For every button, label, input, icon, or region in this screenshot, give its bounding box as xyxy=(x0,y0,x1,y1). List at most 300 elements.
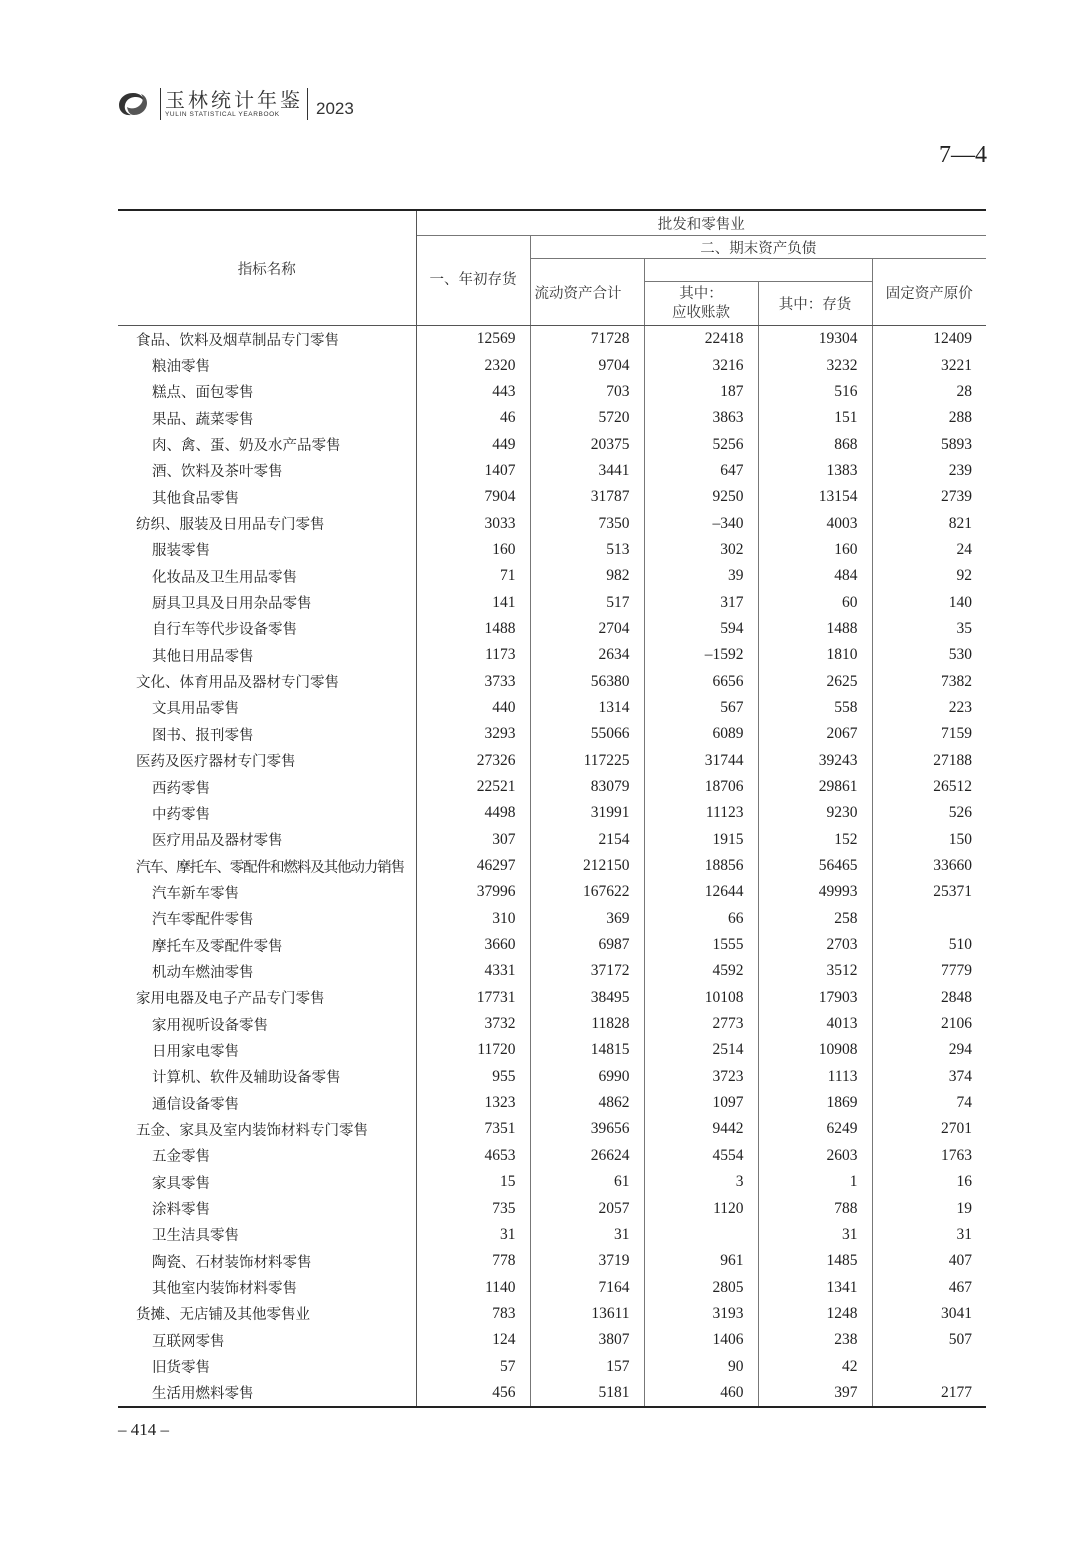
cell-value: 1488 xyxy=(416,616,530,642)
cell-value: 6656 xyxy=(644,668,758,694)
table-row xyxy=(118,827,986,853)
cell-value: 456 xyxy=(416,1380,530,1407)
col-header-name: 指标名称 xyxy=(118,210,416,326)
cell-value: 4592 xyxy=(644,958,758,984)
group-header-wholesale-retail: 批发和零售业 xyxy=(416,210,986,236)
cell-value: 2625 xyxy=(758,668,872,694)
cell-value: 3441 xyxy=(530,458,644,484)
cell-value: 12409 xyxy=(933,330,972,348)
cell-value: 2057 xyxy=(530,1195,644,1221)
cell-value: 212150 xyxy=(530,853,644,879)
cell-value: 31 xyxy=(758,1222,872,1248)
statistics-table xyxy=(118,209,986,1408)
cell-value: 4554 xyxy=(644,1143,758,1169)
cell-value: 7159 xyxy=(941,725,972,743)
cell-value: 2603 xyxy=(758,1143,872,1169)
cell-value: 1097 xyxy=(644,1090,758,1116)
cell-value: 3293 xyxy=(416,721,530,747)
cell-value: 31 xyxy=(956,1225,972,1243)
row-label: 涂料零售 xyxy=(118,1195,416,1221)
row-label: 粮油零售 xyxy=(118,352,416,378)
table-body xyxy=(118,326,986,1408)
cell-value: 16 xyxy=(956,1173,972,1191)
cell-value: 7779 xyxy=(941,962,972,980)
cell-value: 29861 xyxy=(758,774,872,800)
cell-value: 3193 xyxy=(644,1301,758,1327)
cell-value: 15 xyxy=(416,1169,530,1195)
cell-value: 310 xyxy=(416,906,530,932)
cell-value: 594 xyxy=(644,616,758,642)
yearbook-brand xyxy=(165,89,303,119)
cell-value: 17903 xyxy=(758,985,872,1011)
cell-value: 90 xyxy=(644,1353,758,1379)
col-header-receivables-line2: 应收账款 xyxy=(672,304,730,321)
cell-value: 961 xyxy=(644,1248,758,1274)
row-label: 文具用品零售 xyxy=(118,695,416,721)
table-row xyxy=(118,1090,986,1116)
cell-value: 1341 xyxy=(758,1274,872,1300)
cell-value: 13611 xyxy=(530,1301,644,1327)
row-label: 图书、报刊零售 xyxy=(118,721,416,747)
row-label: 摩托车及零配件零售 xyxy=(118,932,416,958)
cell-value: 4653 xyxy=(416,1143,530,1169)
row-label: 汽车新车零售 xyxy=(118,879,416,905)
page-number: – 414 – xyxy=(118,1420,169,1439)
cell-value: 2154 xyxy=(530,827,644,853)
cell-value: 14815 xyxy=(530,1037,644,1063)
yearbook-header xyxy=(116,86,354,122)
table-row xyxy=(118,1195,986,1221)
cell-value: 1 xyxy=(758,1169,872,1195)
cell-value: 3719 xyxy=(530,1248,644,1274)
cell-value: 10908 xyxy=(758,1037,872,1063)
cell-value: 440 xyxy=(416,695,530,721)
cell-value: 460 xyxy=(644,1380,758,1407)
cell-value: 2848 xyxy=(941,988,972,1006)
cell-value: 49993 xyxy=(758,879,872,905)
table-row xyxy=(118,932,986,958)
cell-value: 31744 xyxy=(644,748,758,774)
table-row xyxy=(118,1327,986,1353)
row-label: 陶瓷、石材装饰材料零售 xyxy=(118,1248,416,1274)
cell-value: 239 xyxy=(948,461,972,479)
cell-value: 46 xyxy=(416,405,530,431)
cell-value: 3512 xyxy=(758,958,872,984)
row-label: 家用电器及电子产品专门零售 xyxy=(118,985,416,1011)
cell-value: 187 xyxy=(644,379,758,405)
cell-value: 56380 xyxy=(530,668,644,694)
table-row xyxy=(118,616,986,642)
cell-value: 26512 xyxy=(933,778,972,796)
cell-value: 647 xyxy=(644,458,758,484)
cell-value: 1120 xyxy=(644,1195,758,1221)
cell-value: 9442 xyxy=(644,1116,758,1142)
yearbook-year: 2023 xyxy=(316,99,354,118)
cell-value: 6990 xyxy=(530,1064,644,1090)
cell-value: 735 xyxy=(416,1195,530,1221)
col-header-receivables xyxy=(644,282,758,326)
cell-value: 124 xyxy=(416,1327,530,1353)
cell-value: 17731 xyxy=(416,985,530,1011)
cell-value: 517 xyxy=(530,589,644,615)
cell-value: 28 xyxy=(956,382,972,400)
cell-value: 2067 xyxy=(758,721,872,747)
cell-value: 513 xyxy=(530,537,644,563)
cell-value: 152 xyxy=(758,827,872,853)
cell-value: 7350 xyxy=(530,510,644,536)
cell-value: 66 xyxy=(644,906,758,932)
cell-value: 1485 xyxy=(758,1248,872,1274)
cell-value: 783 xyxy=(416,1301,530,1327)
table-row xyxy=(118,1143,986,1169)
cell-value xyxy=(872,906,986,932)
cell-value: 27326 xyxy=(416,748,530,774)
cell-value: 1763 xyxy=(941,1146,972,1164)
cell-value: 25371 xyxy=(933,883,972,901)
cell-value: 60 xyxy=(758,589,872,615)
cell-value: 3723 xyxy=(644,1064,758,1090)
table-row xyxy=(118,695,986,721)
cell-value: 4331 xyxy=(416,958,530,984)
cell-value: 12569 xyxy=(416,326,530,353)
cell-value: 1406 xyxy=(644,1327,758,1353)
table-row xyxy=(118,589,986,615)
cell-value: 3 xyxy=(644,1169,758,1195)
table-row xyxy=(118,1248,986,1274)
table-row xyxy=(118,1064,986,1090)
cell-value: 56465 xyxy=(758,853,872,879)
cell-value: 160 xyxy=(416,537,530,563)
cell-value: 223 xyxy=(948,698,972,716)
table-row xyxy=(118,1274,986,1300)
row-label: 西药零售 xyxy=(118,774,416,800)
cell-value: 2320 xyxy=(416,352,530,378)
cell-value: 42 xyxy=(758,1353,872,1379)
cell-value: 2177 xyxy=(872,1380,986,1407)
row-label: 互联网零售 xyxy=(118,1327,416,1353)
row-label: 其他室内装饰材料零售 xyxy=(118,1274,416,1300)
cell-value: 5720 xyxy=(530,405,644,431)
cell-value: 10108 xyxy=(644,985,758,1011)
yearbook-logo-icon xyxy=(116,89,150,119)
cell-value: 868 xyxy=(758,431,872,457)
row-label: 果品、蔬菜零售 xyxy=(118,405,416,431)
cell-value: 22521 xyxy=(416,774,530,800)
cell-value: 74 xyxy=(956,1094,972,1112)
row-label: 生活用燃料零售 xyxy=(118,1380,416,1407)
cell-value: 317 xyxy=(644,589,758,615)
row-label: 五金零售 xyxy=(118,1143,416,1169)
cell-value: 397 xyxy=(758,1380,872,1407)
row-label: 汽车零配件零售 xyxy=(118,906,416,932)
cell-value: 1555 xyxy=(644,932,758,958)
cell-value: 18706 xyxy=(644,774,758,800)
cell-value: 22418 xyxy=(644,326,758,353)
table-row xyxy=(118,1222,986,1248)
cell-value: 3033 xyxy=(416,510,530,536)
cell-value: 1915 xyxy=(644,827,758,853)
table-row xyxy=(118,1011,986,1037)
row-label: 其他食品零售 xyxy=(118,484,416,510)
cell-value: 157 xyxy=(530,1353,644,1379)
cell-value: 55066 xyxy=(530,721,644,747)
row-label: 化妆品及卫生用品零售 xyxy=(118,563,416,589)
cell-value: 2739 xyxy=(941,488,972,506)
row-label: 厨具卫具及日用杂品零售 xyxy=(118,589,416,615)
row-label: 中药零售 xyxy=(118,800,416,826)
table-row xyxy=(118,1380,986,1407)
cell-value: 1314 xyxy=(530,695,644,721)
row-label: 家具零售 xyxy=(118,1169,416,1195)
row-label: 旧货零售 xyxy=(118,1353,416,1379)
cell-value: 3807 xyxy=(530,1327,644,1353)
table-row xyxy=(118,774,986,800)
cell-value: 11720 xyxy=(416,1037,530,1063)
cell-value: 35 xyxy=(956,619,972,637)
cell-value xyxy=(872,1353,986,1379)
cell-value: 449 xyxy=(416,431,530,457)
table-row xyxy=(118,642,986,668)
cell-value: 288 xyxy=(948,409,972,427)
col-header-current-assets: 流动资产合计 xyxy=(530,259,644,326)
cell-value: 2514 xyxy=(644,1037,758,1063)
cell-value: 374 xyxy=(948,1067,972,1085)
cell-value: 982 xyxy=(530,563,644,589)
cell-value: 3733 xyxy=(416,668,530,694)
header-divider-2 xyxy=(307,88,308,120)
table-row xyxy=(118,906,986,932)
cell-value: 407 xyxy=(948,1252,972,1270)
cell-value: 3221 xyxy=(941,356,972,374)
cell-value: 167622 xyxy=(530,879,644,905)
cell-value: 140 xyxy=(948,593,972,611)
cell-value: 1140 xyxy=(416,1274,530,1300)
table-row xyxy=(118,1169,986,1195)
cell-value: 20375 xyxy=(530,431,644,457)
table-row xyxy=(118,748,986,774)
cell-value: 26624 xyxy=(530,1143,644,1169)
statistics-table-container xyxy=(118,209,986,1408)
table-row xyxy=(118,853,986,879)
cell-value: 7164 xyxy=(530,1274,644,1300)
col-header-receivables-line1: 其中： xyxy=(679,285,723,302)
table-row xyxy=(118,1037,986,1063)
cell-value: 5181 xyxy=(530,1380,644,1407)
cell-value: 92 xyxy=(956,567,972,585)
cell-value: 3660 xyxy=(416,932,530,958)
cell-value: 258 xyxy=(758,906,872,932)
cell-value: 6089 xyxy=(644,721,758,747)
cell-value: 703 xyxy=(530,379,644,405)
cell-value: 4013 xyxy=(758,1011,872,1037)
cell-value: 2634 xyxy=(530,642,644,668)
cell-value: 5893 xyxy=(941,435,972,453)
cell-value: 39243 xyxy=(758,748,872,774)
cell-value: 6987 xyxy=(530,932,644,958)
table-row xyxy=(118,352,986,378)
cell-value: 2773 xyxy=(644,1011,758,1037)
cell-value: 510 xyxy=(948,936,972,954)
cell-value: 38495 xyxy=(530,985,644,1011)
cell-value: 71728 xyxy=(530,326,644,353)
group-header-closing-assets: 二、期末资产负债 xyxy=(530,236,986,259)
row-label: 食品、饮料及烟草制品专门零售 xyxy=(118,326,416,353)
table-number: 7—4 xyxy=(939,142,987,168)
cell-value: 3732 xyxy=(416,1011,530,1037)
cell-value: 2106 xyxy=(941,1015,972,1033)
table-row xyxy=(118,326,986,353)
cell-value: 6249 xyxy=(758,1116,872,1142)
cell-value: 4862 xyxy=(530,1090,644,1116)
cell-value: 160 xyxy=(758,537,872,563)
header-spacer xyxy=(644,259,872,282)
row-label: 计算机、软件及辅助设备零售 xyxy=(118,1064,416,1090)
table-row xyxy=(118,985,986,1011)
cell-value: 778 xyxy=(416,1248,530,1274)
cell-value: 4498 xyxy=(416,800,530,826)
col-header-fixed-assets: 固定资产原价 xyxy=(872,259,986,326)
cell-value: 27188 xyxy=(933,751,972,769)
cell-value: 13154 xyxy=(758,484,872,510)
cell-value: 7904 xyxy=(416,484,530,510)
row-label: 肉、禽、蛋、奶及水产品零售 xyxy=(118,431,416,457)
cell-value: 39656 xyxy=(530,1116,644,1142)
row-label: 五金、家具及室内装饰材料专门零售 xyxy=(118,1116,416,1142)
row-label: 糕点、面包零售 xyxy=(118,379,416,405)
cell-value: 19304 xyxy=(758,326,872,353)
cell-value: 37996 xyxy=(416,879,530,905)
row-label: 家用视听设备零售 xyxy=(118,1011,416,1037)
yearbook-title-cn: 玉林统计年鉴 xyxy=(165,88,303,112)
table-row xyxy=(118,879,986,905)
cell-value: 150 xyxy=(948,830,972,848)
row-label: 医疗用品及器材零售 xyxy=(118,827,416,853)
row-label: 服装零售 xyxy=(118,537,416,563)
header-divider xyxy=(160,88,161,120)
cell-value: 11123 xyxy=(644,800,758,826)
row-label: 货摊、无店铺及其他零售业 xyxy=(118,1301,416,1327)
table-row xyxy=(118,1353,986,1379)
col-header-opening-inventory: 一、年初存货 xyxy=(416,236,530,326)
cell-value: 3232 xyxy=(758,352,872,378)
col-header-inventory: 其中：存货 xyxy=(758,282,872,326)
table-row xyxy=(118,1116,986,1142)
row-label: 文化、体育用品及器材专门零售 xyxy=(118,668,416,694)
table-row xyxy=(118,1301,986,1327)
cell-value: 141 xyxy=(416,589,530,615)
cell-value: 117225 xyxy=(530,748,644,774)
cell-value: 788 xyxy=(758,1195,872,1221)
cell-value: 46297 xyxy=(416,853,530,879)
cell-value: 31787 xyxy=(530,484,644,510)
table-row xyxy=(118,958,986,984)
cell-value: 83079 xyxy=(530,774,644,800)
cell-value: 71 xyxy=(416,563,530,589)
cell-value xyxy=(644,1222,758,1248)
cell-value: 33660 xyxy=(933,857,972,875)
cell-value: 821 xyxy=(948,514,972,532)
row-label: 自行车等代步设备零售 xyxy=(118,616,416,642)
cell-value: 61 xyxy=(530,1169,644,1195)
table-row xyxy=(118,510,986,536)
cell-value: 1810 xyxy=(758,642,872,668)
cell-value: 9704 xyxy=(530,352,644,378)
cell-value: 7351 xyxy=(416,1116,530,1142)
cell-value: 1248 xyxy=(758,1301,872,1327)
table-row xyxy=(118,563,986,589)
cell-value: 4003 xyxy=(758,510,872,536)
cell-value: 526 xyxy=(948,804,972,822)
cell-value: 57 xyxy=(416,1353,530,1379)
cell-value: 9230 xyxy=(758,800,872,826)
cell-value: 37172 xyxy=(530,958,644,984)
cell-value: 484 xyxy=(758,563,872,589)
row-label: 卫生洁具零售 xyxy=(118,1222,416,1248)
cell-value: 516 xyxy=(758,379,872,405)
cell-value: –1592 xyxy=(644,642,758,668)
cell-value: 1323 xyxy=(416,1090,530,1116)
cell-value: 2704 xyxy=(530,616,644,642)
row-label: 酒、饮料及茶叶零售 xyxy=(118,458,416,484)
row-label: 通信设备零售 xyxy=(118,1090,416,1116)
cell-value: 307 xyxy=(416,827,530,853)
cell-value: 558 xyxy=(758,695,872,721)
table-row xyxy=(118,800,986,826)
cell-value: 443 xyxy=(416,379,530,405)
cell-value: 1173 xyxy=(416,642,530,668)
cell-value: 9250 xyxy=(644,484,758,510)
cell-value: 31 xyxy=(530,1222,644,1248)
cell-value: 294 xyxy=(948,1041,972,1059)
cell-value: 1383 xyxy=(758,458,872,484)
cell-value: 3863 xyxy=(644,405,758,431)
cell-value: 3041 xyxy=(941,1304,972,1322)
cell-value: 7382 xyxy=(941,672,972,690)
cell-value: 24 xyxy=(956,540,972,558)
yearbook-title-en: YULIN STATISTICAL YEARBOOK xyxy=(165,111,280,118)
table-row xyxy=(118,405,986,431)
cell-value: 1113 xyxy=(758,1064,872,1090)
row-label: 其他日用品零售 xyxy=(118,642,416,668)
cell-value: 507 xyxy=(948,1331,972,1349)
cell-value: 2703 xyxy=(758,932,872,958)
cell-value: 1407 xyxy=(416,458,530,484)
cell-value: 2805 xyxy=(644,1274,758,1300)
cell-value: 1869 xyxy=(758,1090,872,1116)
cell-value: 11828 xyxy=(530,1011,644,1037)
cell-value: 369 xyxy=(530,906,644,932)
table-row xyxy=(118,484,986,510)
row-label: 机动车燃油零售 xyxy=(118,958,416,984)
cell-value: 467 xyxy=(948,1278,972,1296)
cell-value: 955 xyxy=(416,1064,530,1090)
table-row xyxy=(118,379,986,405)
cell-value: 238 xyxy=(758,1327,872,1353)
table-row xyxy=(118,721,986,747)
table-row xyxy=(118,458,986,484)
cell-value: 567 xyxy=(644,695,758,721)
cell-value: 12644 xyxy=(644,879,758,905)
cell-value: 39 xyxy=(644,563,758,589)
row-label: 日用家电零售 xyxy=(118,1037,416,1063)
cell-value: 1488 xyxy=(758,616,872,642)
cell-value: 19 xyxy=(956,1199,972,1217)
cell-value: 151 xyxy=(758,405,872,431)
cell-value: 5256 xyxy=(644,431,758,457)
cell-value: 31991 xyxy=(530,800,644,826)
table-row xyxy=(118,537,986,563)
cell-value: 18856 xyxy=(644,853,758,879)
